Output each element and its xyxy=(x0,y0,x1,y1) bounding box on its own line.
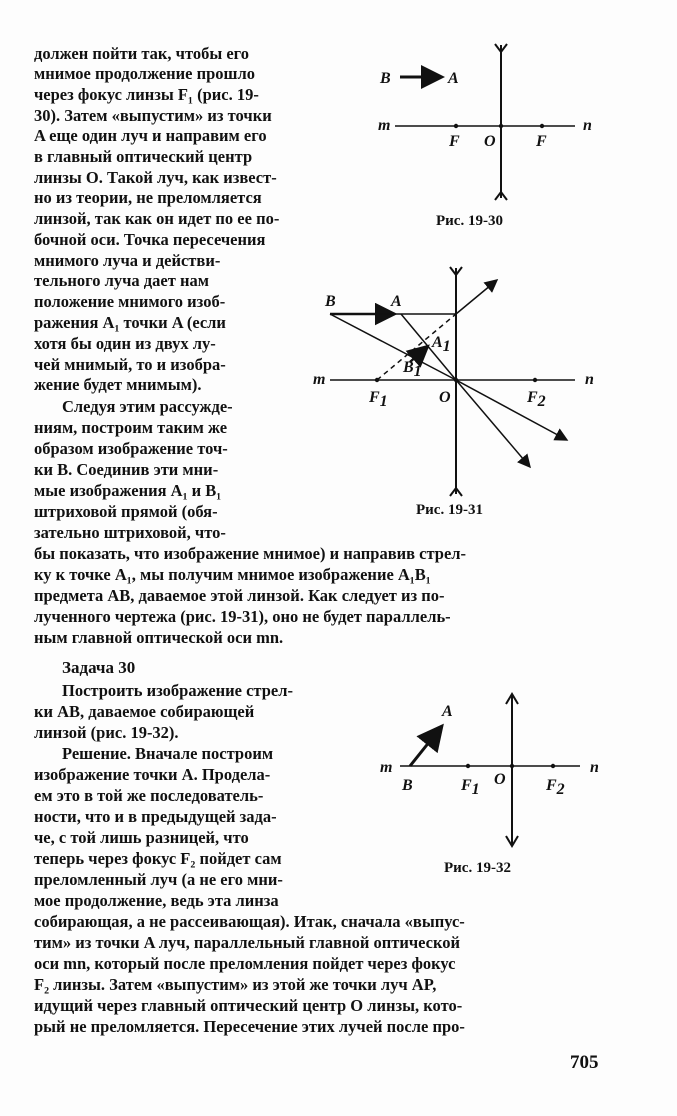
figure-19-32 xyxy=(370,690,610,855)
text-line: изображение точки А. Продела- xyxy=(34,765,271,784)
optical-center-point xyxy=(499,124,503,128)
label-F1: F1 xyxy=(461,777,480,798)
text-line: мое продолжение, ведь эта линза xyxy=(34,891,279,910)
text-line: штриховой прямой (обя- xyxy=(34,502,218,521)
label-m: m xyxy=(378,117,391,134)
text-line: ности, что и в предыдущей зада- xyxy=(34,807,277,826)
page-number: 705 xyxy=(570,1052,599,1073)
focus-point xyxy=(551,764,555,768)
label-n: n xyxy=(583,117,592,134)
label-O: O xyxy=(439,389,451,406)
label-F-left: F xyxy=(449,133,460,150)
text-line: линзой, так как он идет по ее по- xyxy=(34,209,280,228)
label-B: B xyxy=(325,293,336,310)
text-line: линзой (рис. 19-32). xyxy=(34,723,179,742)
text-line: должен пойти так, чтобы его xyxy=(34,44,250,63)
label-m: m xyxy=(380,759,393,776)
text-line: собирающая, а не рассеивающая). Итак, сначала «выпус- xyxy=(34,912,465,931)
text-line: ку к точке A₁, мы получим мнимое изображение A₁B₁ xyxy=(34,565,431,584)
focus-point xyxy=(375,378,379,382)
optical-center-point xyxy=(510,764,514,768)
figure-caption: Рис. 19-32 xyxy=(444,860,511,876)
text-line: ниям, построим таким же xyxy=(34,418,228,437)
ray xyxy=(456,380,567,440)
text-line: че, с той лишь разницей, что xyxy=(34,828,249,847)
text-line: тим» из точки A луч, параллельный главной оптической xyxy=(34,933,461,952)
optical-center-point xyxy=(454,378,458,382)
text-line: мые изображения A₁ и B₁ xyxy=(34,481,222,500)
ray xyxy=(456,380,530,467)
label-A: A xyxy=(442,703,453,720)
text-line: через фокус линзы F₁ (рис. 19- xyxy=(34,85,259,104)
text-line: тельного луча дает нам xyxy=(34,271,209,290)
text-line: идущий через главный оптический центр O линзы, кото- xyxy=(34,996,463,1015)
label-A: A xyxy=(448,70,459,87)
text-line: положение мнимого изоб- xyxy=(34,292,226,311)
focus-point xyxy=(466,764,470,768)
figure-19-31 xyxy=(305,262,605,500)
figure-19-30 xyxy=(370,40,610,210)
focus-point xyxy=(540,124,544,128)
text-line: бы показать, что изображение мнимое) и направив стрел- xyxy=(34,544,467,563)
text-line: ем это в той же последователь- xyxy=(34,786,264,805)
text-line: A еще один луч и направим его xyxy=(34,126,267,145)
label-F2: F2 xyxy=(527,389,546,410)
figure-caption: Рис. 19-30 xyxy=(436,213,503,229)
text-line: 30). Затем «выпустим» из точки xyxy=(34,106,272,125)
text-line: линзы O. Такой луч, как извест- xyxy=(34,168,277,187)
label-B: B xyxy=(402,777,413,794)
text-line: зательно штриховой, что- xyxy=(34,523,226,542)
label-B: B xyxy=(380,70,391,87)
text-line: жение будет мнимым). xyxy=(34,375,202,394)
text-line: теперь через фокус F₂ пойдет сам xyxy=(34,849,282,868)
figure-caption: Рис. 19-31 xyxy=(416,502,483,518)
label-m: m xyxy=(313,371,326,388)
text-line: ным главной оптической оси mn. xyxy=(34,628,284,647)
focus-point xyxy=(533,378,537,382)
text-line: рый не преломляется. Пересечение этих лучей после про- xyxy=(34,1017,465,1036)
label-n: n xyxy=(590,759,599,776)
label-A: A xyxy=(391,293,402,310)
text-line: Решение. Вначале построим xyxy=(62,744,274,763)
label-A1: A1 xyxy=(432,334,451,355)
text-line: лученного чертежа (рис. 19-31), оно не будет параллель- xyxy=(34,607,451,626)
text-line: хотя бы один из двух лу- xyxy=(34,334,216,353)
text-line: бочной оси. Точка пересечения xyxy=(34,230,266,249)
label-F2: F2 xyxy=(546,777,565,798)
text-line: мнимое продолжение прошло xyxy=(34,64,255,83)
object-arrow xyxy=(410,726,442,766)
label-B1: B1 xyxy=(403,359,422,380)
text-line: Следуя этим рассужде- xyxy=(62,397,233,416)
text-line: ки AB, даваемое собирающей xyxy=(34,702,255,721)
text-line: преломленный луч (а не его мни- xyxy=(34,870,283,889)
label-n: n xyxy=(585,371,594,388)
text-line: ражения A₁ точки A (если xyxy=(34,313,226,332)
label-F1: F1 xyxy=(369,389,388,410)
text-line: Построить изображение стрел- xyxy=(62,681,293,700)
label-O: O xyxy=(494,771,506,788)
label-F-right: F xyxy=(536,133,547,150)
text-line: но из теории, не преломляется xyxy=(34,188,262,207)
text-line: чей мнимый, то и изобра- xyxy=(34,355,226,374)
text-line: мнимого луча и действи- xyxy=(34,251,221,270)
task-heading: Задача 30 xyxy=(62,658,136,677)
text-line: ки B. Соединив эти мни- xyxy=(34,460,219,479)
text-line: F₂ линзы. Затем «выпустим» из этой же точки луч AP, xyxy=(34,975,437,994)
text-line: образом изображение точ- xyxy=(34,439,228,458)
text-line: предмета AB, даваемое этой линзой. Как следует из по- xyxy=(34,586,445,605)
label-O: O xyxy=(484,133,496,150)
ray xyxy=(456,280,497,314)
focus-point xyxy=(454,124,458,128)
text-line: оси mn, который после преломления пойдет через фокус xyxy=(34,954,456,973)
text-line: в главный оптический центр xyxy=(34,147,253,166)
